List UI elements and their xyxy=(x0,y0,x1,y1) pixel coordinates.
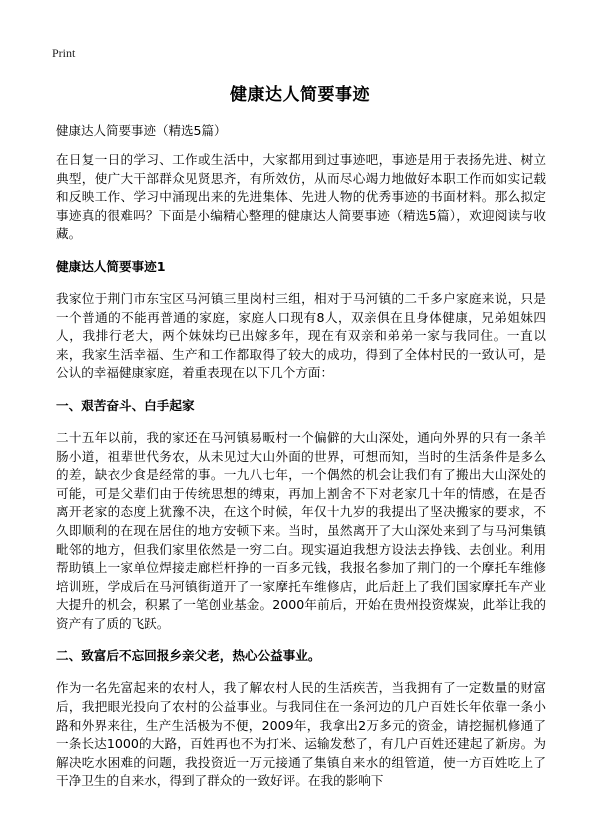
subheading-hardwork: 一、艰苦奋斗、白手起家 xyxy=(56,397,195,413)
section-1-paragraph: 我家位于荆门市东宝区马河镇三里岗村三组，相对于马河镇的二千多户家庭来说，只是一个普通的不能再普通的家庭，家庭人口现有8人，双亲俱在且身体健康，兄弟姐妹四人，我排行老大，两个妹妹均已出嫁多年，现在有双亲和弟弟一家与我同住。一直以来，我家生活幸福、生产和工作都取得了较大的成功，得到了全体村民的一致认可，是公认的幸福健康家庭，着重表现在以下几个方面： xyxy=(56,290,546,381)
section-heading-1: 健康达人简要事迹1 xyxy=(56,258,166,274)
charity-paragraph: 作为一名先富起来的农村人，我了解农村人民的生活疾苦，当我拥有了一定数量的财富后，我把眼光投向了农村的公益事业。与我同住在一条河边的几户百姓长年依靠一条小路和外界来往，生产生活极为不便，2009年，我拿出2万多元的资金，请挖掘机修通了一条长达1000的大路，百姓再也不为打米、运输发愁了，有几户百姓还建起了新房。为解决吃水困难的问题，我投资近一万元接通了集镇自来水的组管道，使一方百姓吃上了干净卫生的自来水，得到了群众的一致好评。在我的影响下 xyxy=(56,680,546,789)
print-link[interactable]: Print xyxy=(52,46,76,60)
subheading-charity: 二、致富后不忘回报乡亲父老，热心公益事业。 xyxy=(56,648,321,664)
hardwork-paragraph: 二十五年以前，我的家还在马河镇易畈村一个偏僻的大山深处，通向外界的只有一条羊肠小道，祖辈世代务农，从未见过大山外面的世界，可想而知，当时的生活条件是多么的差，缺衣少食是经常的事。一九八七年，一个偶然的机会让我们有了搬出大山深处的可能，可是父辈们由于传统思想的缚束，再加上割舍不下对老家几十年的情感，在是否离开老家的态度上犹豫不决，在这个时候，年仅十九岁的我提出了坚决搬家的要求，不久即顺利的在现在居住的地方安顿下来。当时，虽然离开了大山深处来到了与马河集镇毗邻的地方，但我们家里依然是一穷二白。现实逼迫我想方设法去挣钱、去创业。利用帮助镇上一家单位焊接走廊栏杆挣的一百多元钱，我报名参加了荆门的一个摩托车维修培训班，学成后在马河镇街道开了一家摩托车维修店，此后赶上了我们国家摩托车产业大提升的机会，积累了一笔创业基金。2000年前后，开始在贵州投资煤炭，此举让我的资产有了质的飞跃。 xyxy=(56,429,546,631)
document-body xyxy=(56,151,546,805)
intro-paragraph: 在日复一日的学习、工作或生活中，大家都用到过事迹吧，事迹是用于表扬先进、树立典型，使广大干部群众见贤思齐，有所效仿，从而尽心竭力地做好本职工作而如实记载和反映工作、学习中涌现出来的先进集体、先进人物的优秀事迹的书面材料。那么拟定事迹真的很难吗？下面是小编精心整理的健康达人简要事迹（精选5篇），欢迎阅读与收藏。 xyxy=(56,152,546,242)
document-title: 健康达人简要事迹 xyxy=(230,85,370,105)
document-subtitle: 健康达人简要事迹（精选5篇） xyxy=(56,123,227,138)
